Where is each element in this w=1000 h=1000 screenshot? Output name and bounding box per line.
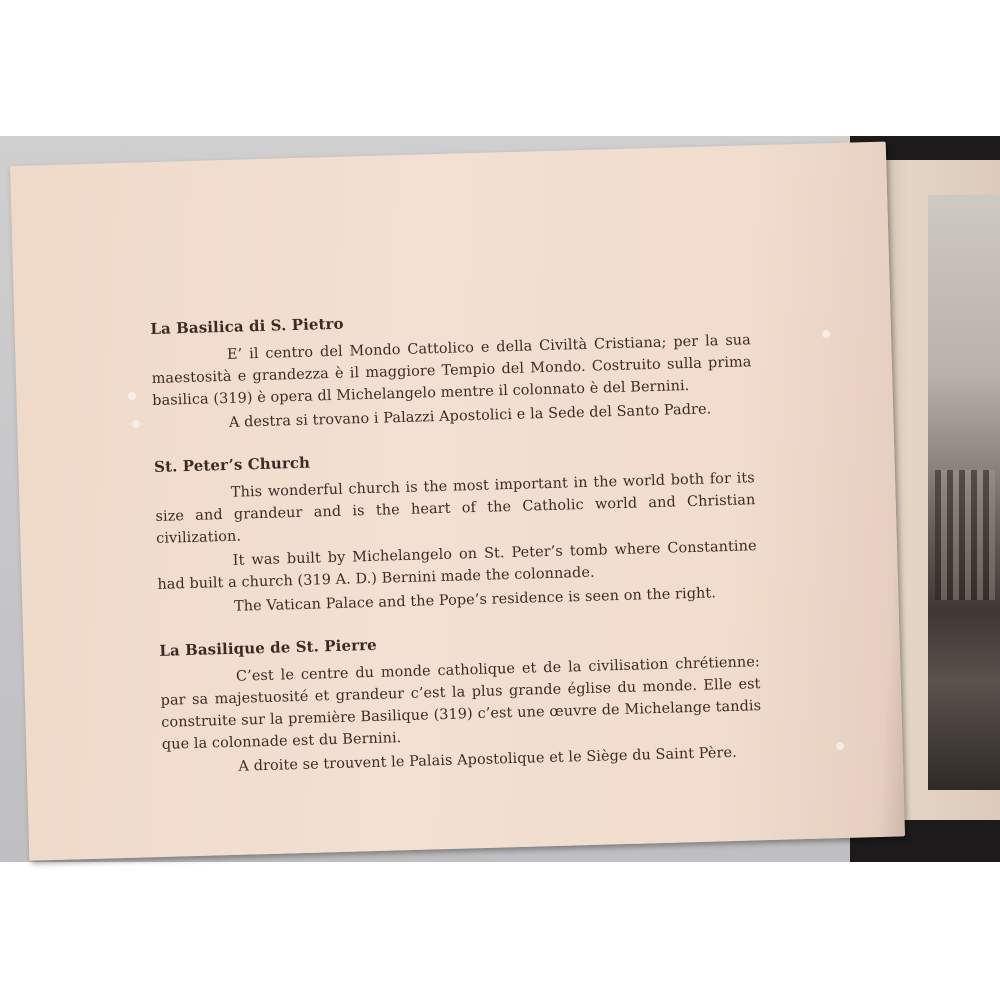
section-english	[154, 439, 758, 620]
section-heading: St. Peter’s Church	[153, 453, 311, 476]
page-crease-mark	[128, 392, 136, 400]
section-italian	[150, 301, 753, 436]
page-crease-mark	[836, 742, 844, 750]
paragraph: A droite se trouvent le Palais Apostolique et le Siège du Saint Père.	[238, 744, 738, 775]
section-french	[159, 623, 763, 780]
page-crease-mark	[132, 420, 140, 428]
paragraph: E’ il centro del Mondo Cattolico e della Civiltà Cristiana; per la sua maestosità e grandezza è il maggiore Tempio del Mondo. Costruito sulla prima basilica (319) è opera dl Michelangelo mentre il colonnato è del Bernini.	[151, 332, 752, 409]
section-heading: La Basilique de St. Pierre	[159, 635, 377, 660]
paragraph: C’est le centre du monde catholique et de la civilisation chrétienne: par sa majestuosité et grandeur c’est la plus grande église du monde. Elle est construite sur la première Basilique (319) c’est une œuvre de Michelange tandis que la colonnade est du Bernini.	[160, 654, 762, 753]
paragraph: This wonderful church is the most important in the world both for its size and grandeur and is the heart of the Catholic world and Christian civilization.	[155, 470, 756, 547]
section-heading: La Basilica di S. Pietro	[150, 314, 344, 338]
paragraph: The Vatican Palace and the Pope’s residence is seen on the right.	[233, 585, 717, 615]
page-crease-mark	[822, 330, 830, 338]
paragraph: It was built by Michelangelo on St. Peter’s tomb where Constantine had built a church (319 A. D.) Bernini made the colonnade.	[157, 538, 757, 593]
photo-colonnade-detail	[935, 470, 995, 600]
text-block	[150, 301, 763, 800]
paragraph: A destra si trovano i Palazzi Apostolici e la Sede del Santo Padre.	[228, 401, 712, 431]
